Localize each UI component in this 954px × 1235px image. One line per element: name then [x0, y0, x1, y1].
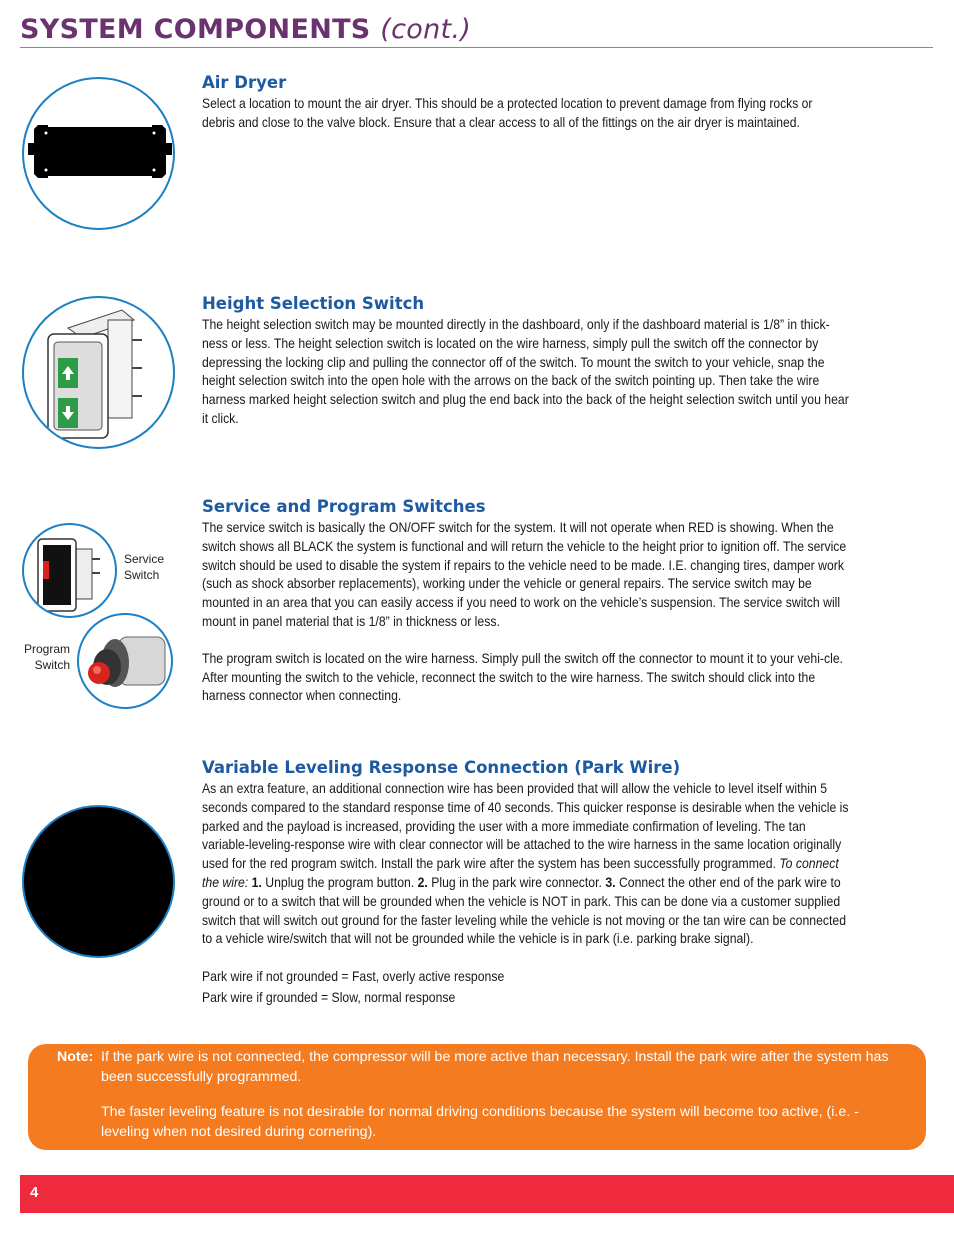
park-wire-image — [22, 805, 175, 958]
not-grounded-line: Park wire if not grounded = Fast, overly active response — [202, 969, 505, 985]
air-dryer-icon — [24, 79, 173, 228]
program-switch-image — [77, 613, 173, 709]
park-wire-paragraph — [202, 780, 855, 949]
height-switch-heading: Height Selection Switch — [202, 294, 425, 313]
to-connect-label: To connect the wire: — [202, 856, 839, 890]
note-text-2: The faster leveling feature is not desirable for normal driving conditions because the system will become too active, (i.e. - leveling when not desired during cornering). — [101, 1104, 859, 1140]
service-switch-image — [22, 523, 117, 618]
park-wire-heading: Variable Leveling Response Connection (Park Wire) — [202, 758, 681, 777]
service-program-text — [202, 519, 855, 706]
note-text-1: If the park wire is not connected, the compressor will be more active than necessary. Install the park wire after the system has been successfully programmed. — [101, 1049, 889, 1085]
height-switch-paragraph: The height selection switch may be mounted directly in the dashboard, only if the dashboard material is 1/8” in thick-ness or less. The height selection switch is located on the wire harness, simply pull the switch off the connector by depressing the locking clip and pulling the connector off of the switch. To mount the switch to your vehicle, snap the height selection switch into the open hole with the arrows on the back of the switch pointing up. Then take the wire harness marked height selection switch and plug the end back into the back of the height selection switch until you hear it click. — [202, 317, 849, 426]
program-switch-label: Program Switch — [23, 642, 70, 672]
title-divider — [20, 47, 933, 48]
air-dryer-text — [202, 95, 848, 133]
height-switch-text — [202, 316, 855, 429]
service-switch-paragraph: The service switch is basically the ON/OFF switch for the system. It will not operate when RED is showing. When the switch shows all BLACK the system is functional and will return the vehicle to the height prior to ignition off. The service switch should be used to disable the system if repairs to the vehicle need to be made. I.E. changing tires, damper work (such as shock absorber replacements), working under the vehicle or general repairs. The service switch may be mounted in an area that you can easily access if you need to work on the vehicle’s suspension. The service switch will mount in panel material that is 1/8” in thickness or less. — [202, 520, 847, 629]
page-title-text: SYSTEM COMPONENTS — [20, 14, 371, 45]
service-program-heading: Service and Program Switches — [202, 497, 486, 516]
air-dryer-heading: Air Dryer — [202, 73, 287, 92]
program-switch-icon — [79, 615, 171, 707]
step1-text: Unplug the program button. — [265, 874, 415, 890]
note-label: Note: — [57, 1049, 94, 1065]
step3-number: 3. — [605, 874, 616, 890]
step2-text: Plug in the park wire connector. — [431, 874, 602, 890]
note-box — [28, 1044, 926, 1150]
service-switch-icon — [24, 525, 115, 616]
page-title — [20, 14, 471, 45]
air-dryer-paragraph: Select a location to mount the air dryer. This should be a protected location to prevent damage from flying rocks or debris and close to the valve block. Ensure that a clear access to all of the fittings on the air dryer is maintained. — [202, 96, 813, 130]
step3-text: Connect the other end of the park wire to ground or to a switch that will be grounded when the vehicle is NOT in park. This can be done via a customer supplied switch that will switch out ground for the faster leveling while the vehicle is not moving or the tan wire can be connected to a vehicle wire/switch that will not be grounded while the vehicle is in park (i.e. parking brake signal). — [202, 874, 847, 947]
park-wire-intro: As an extra feature, an additional connection wire has been provided that will allow the vehicle to level itself within 5 seconds compared to the standard response time of 40 seconds. This quicker response is desirable when the vehicle is parked and the payload is increased, providing the user with a more immediate confirmation of leveling. The tan variable-leveling-response wire with clear connector will be attached to the wire harness in the same location originally used for the red program switch. Install the park wire after the system has been successfully programmed. — [202, 781, 849, 872]
step2-number: 2. — [417, 874, 428, 890]
service-switch-label: Service Switch — [124, 552, 165, 582]
page-title-suffix: (cont.) — [380, 14, 472, 45]
grounded-line: Park wire if grounded = Slow, normal response — [202, 989, 456, 1005]
height-switch-image — [22, 296, 175, 449]
program-switch-paragraph: The program switch is located on the wire harness. Simply pull the switch off the connector to mount it to your vehi-cle. After mounting the switch to the vehicle, reconnect the switch to the wire harness. The switch should click into the harness connector when connecting. — [202, 650, 844, 704]
step1-number: 1. — [251, 874, 262, 890]
footer-bar — [20, 1175, 954, 1213]
note-text — [101, 1047, 901, 1142]
park-wire-text — [202, 780, 855, 1008]
air-dryer-image — [22, 77, 175, 230]
height-switch-icon — [24, 298, 173, 447]
page-number: 4 — [30, 1184, 39, 1201]
